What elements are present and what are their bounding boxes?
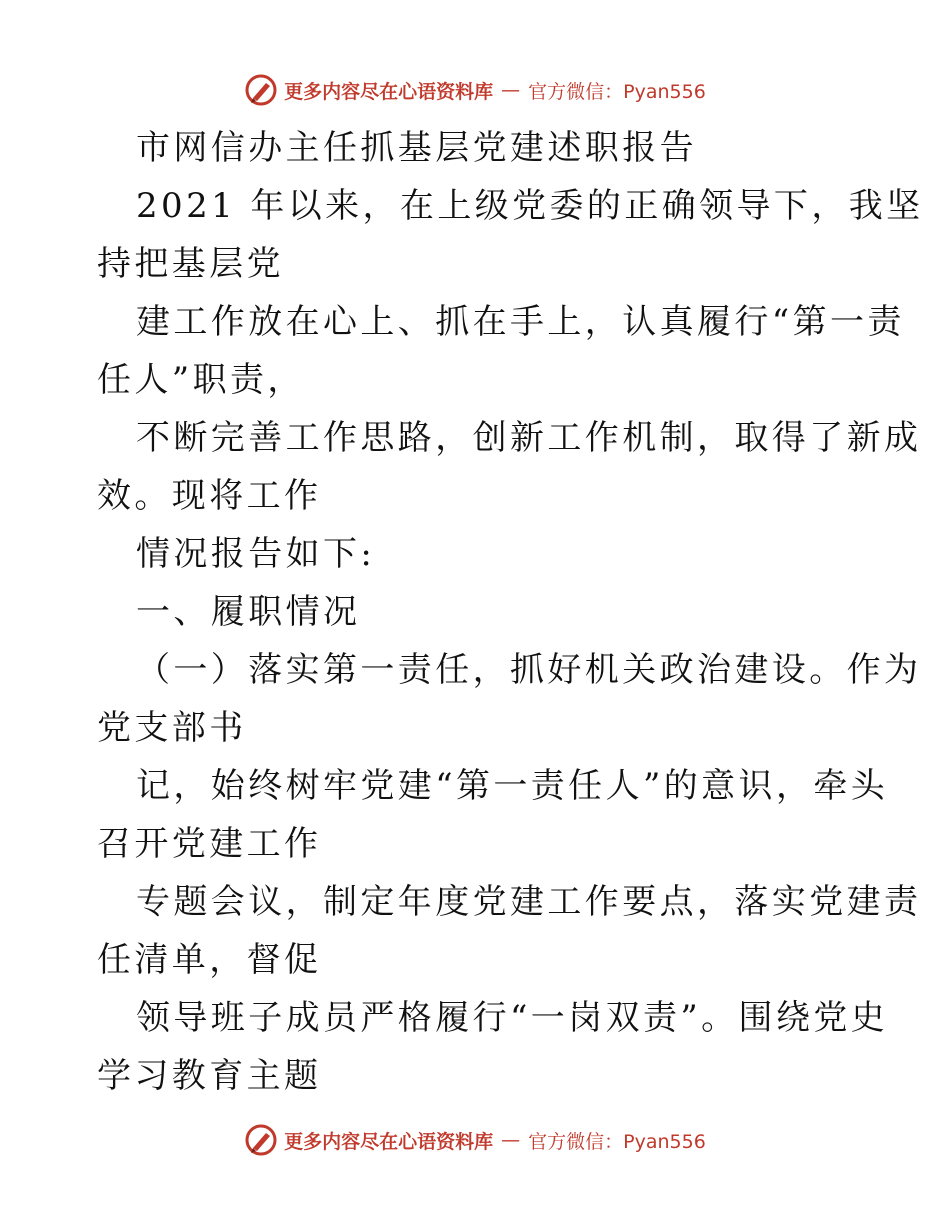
footer-separator: — — [501, 1129, 521, 1151]
paragraph-line: 领导班子成员严格履行“一岗双责”。围绕党史 — [136, 998, 889, 1038]
paragraph-line: 建工作放在心上、抓在手上，认真履行“第一责 — [136, 302, 905, 342]
header-wechat-text: 官方微信：Pyan556 — [528, 80, 706, 103]
paragraph-line: 情况报告如下: — [136, 534, 376, 574]
paragraph-line: 记，始终树牢党建“第一责任人”的意识，牵头 — [136, 766, 889, 806]
header-brand-text: 更多内容尽在心语资料库 — [284, 80, 494, 103]
pen-logo-icon — [244, 73, 278, 107]
paragraph-line: 效。现将工作 — [97, 476, 322, 516]
paragraph-line: 2021 年以来，在上级党委的正确领导下，我坚 — [136, 186, 924, 226]
header-separator: — — [501, 79, 521, 101]
paragraph-line: 召开党建工作 — [97, 824, 322, 864]
document-title: 市网信办主任抓基层党建述职报告 — [136, 128, 697, 168]
paragraph-line: 学习教育主题 — [97, 1056, 322, 1096]
paragraph-line: 党支部书 — [97, 708, 247, 748]
subsection-heading: （一）落实第一责任，抓好机关政治建设。作为 — [136, 650, 922, 690]
footer-wechat-text: 官方微信：Pyan556 — [528, 1130, 706, 1153]
header-watermark-banner — [0, 70, 950, 110]
section-heading: 一、履职情况 — [136, 592, 361, 632]
footer-watermark-banner — [0, 1120, 950, 1160]
paragraph-line: 任人”职责， — [97, 360, 305, 400]
pen-logo-icon — [244, 1123, 278, 1157]
paragraph-line: 不断完善工作思路，创新工作机制，取得了新成 — [136, 418, 922, 458]
paragraph-line: 持把基层党 — [97, 244, 284, 284]
paragraph-line: 任清单，督促 — [97, 940, 322, 980]
footer-brand-text: 更多内容尽在心语资料库 — [284, 1130, 494, 1153]
paragraph-line: 专题会议，制定年度党建工作要点，落实党建责 — [136, 882, 922, 922]
